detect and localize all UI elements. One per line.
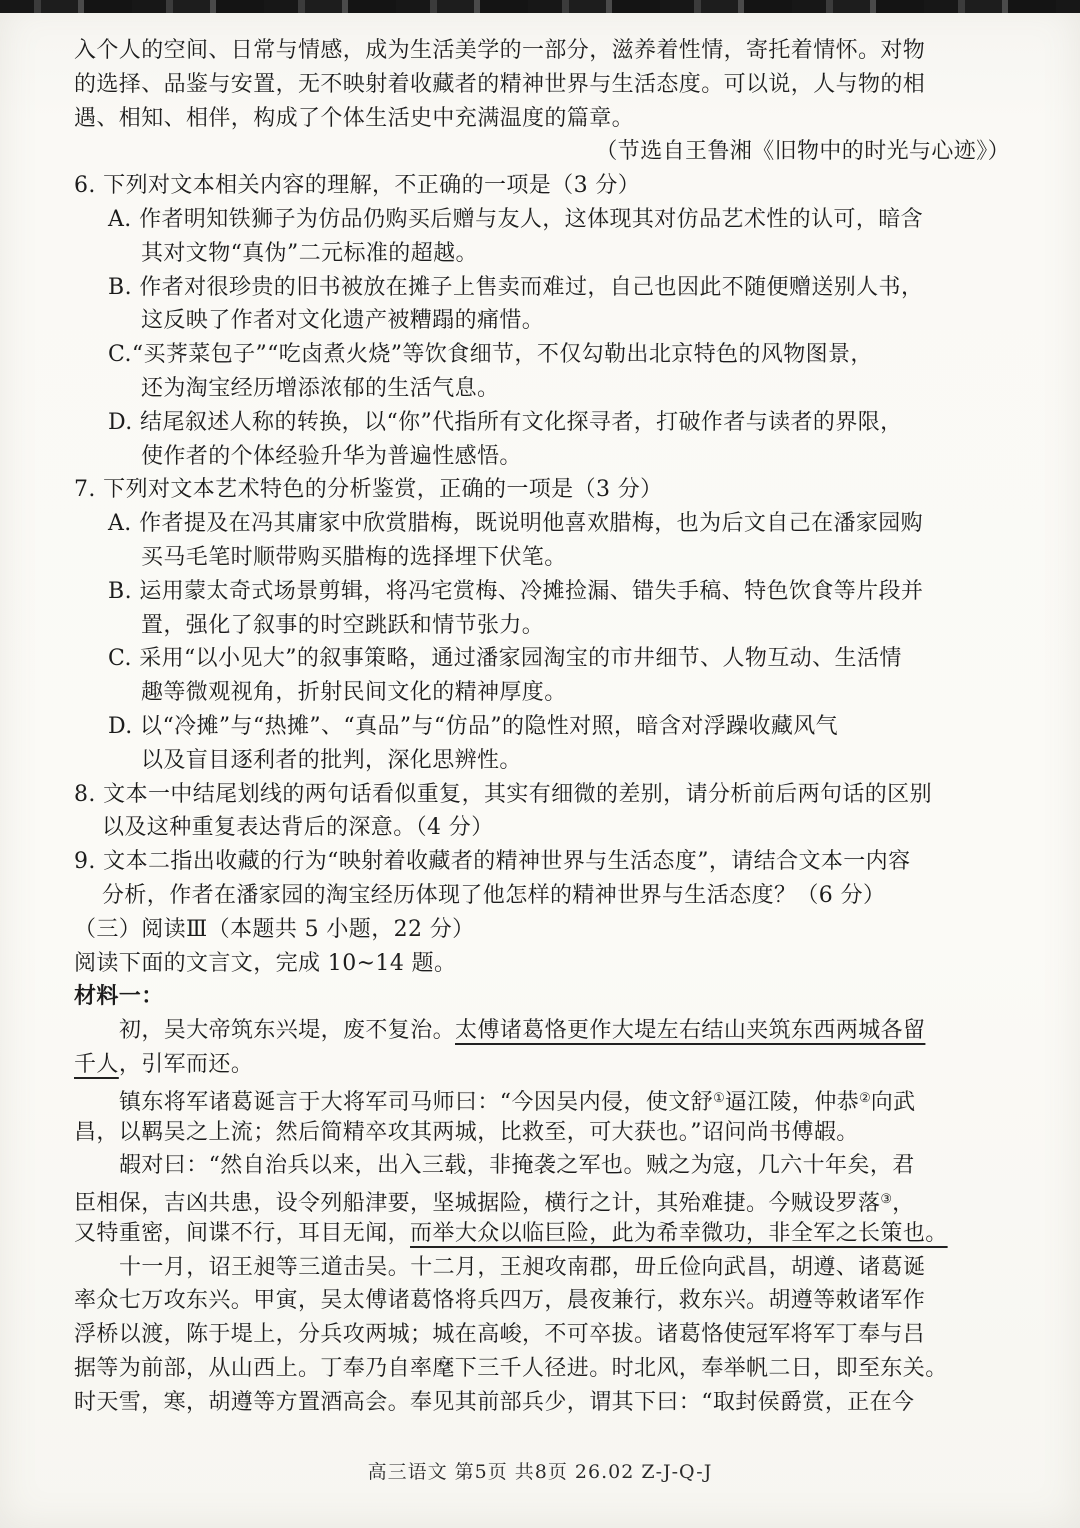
text-segment: 9. 文本二指出收藏的行为“映射着收藏者的精神世界与生活态度”，请结合文本一内容 [74, 849, 911, 875]
text-segment: 置，强化了叙事的时空跳跃和情节张力。 [141, 612, 545, 638]
text-segment: 嘏对曰：“然自治兵以来，出入三载，非掩袭之军也。贼之为寇，几六十年矣，君 [119, 1153, 915, 1179]
text-line [74, 575, 1010, 609]
text-line [74, 744, 1010, 778]
underlined-text: 千人 [74, 1051, 119, 1077]
text-segment: 以及盲目逐利者的批判，深化思辨性。 [141, 747, 522, 773]
text-segment: ，引军而还。 [118, 1051, 254, 1077]
text-segment: C. 采用“以小见大”的叙事策略，通过潘家园淘宝的市井细节、人物互动、生活情 [108, 646, 902, 672]
text-line [74, 1386, 1010, 1420]
superscript-ref: ① [713, 1090, 725, 1106]
text-line [74, 507, 1010, 541]
text-segment: 7. 下列对文本艺术特色的分析鉴赏，正确的一项是（3 分） [74, 477, 663, 503]
text-segment: 还为淘宝经历增添浓郁的生活气息。 [141, 375, 500, 401]
superscript-ref: ② [859, 1090, 871, 1106]
text-segment: B. 运用蒙太奇式场景剪辑，将冯宅赏梅、冷摊捡漏、错失手稿、特色饮食等片段并 [108, 578, 924, 604]
superscript-ref: ③ [880, 1192, 893, 1208]
text-segment: 逼江陵，仲恭 [724, 1089, 860, 1115]
text-segment: 阅读下面的文言文，完成 10~14 题。 [74, 950, 457, 976]
text-segment: 分析，作者在潘家园的淘宝经历体现了他怎样的精神世界与生活态度？（6 分） [102, 882, 886, 908]
document-lines [74, 34, 1010, 1420]
text-line [74, 811, 1010, 845]
text-line [74, 440, 1010, 474]
text-segment: 8. 文本一中结尾划线的两句话看似重复，其实有细微的差别，请分析前后两句话的区别 [74, 781, 932, 807]
text-line [74, 1318, 1010, 1352]
text-line [74, 845, 1010, 879]
text-line [74, 102, 1010, 136]
text-segment: 的选择、品鉴与安置，无不映射着收藏者的精神世界与生活态度。可以说，人与物的相 [74, 71, 926, 97]
text-line [74, 338, 1010, 372]
text-segment: 其对文物“真伪”二元标准的超越。 [141, 240, 478, 266]
text-line [74, 1284, 1010, 1318]
text-segment: 时天雪，寒，胡遵等方置酒高会。奉见其前部兵少，谓其下曰：“取封侯爵赏，正在今 [74, 1389, 915, 1415]
text-segment: 又特重密，间谍不行，耳目无闻， [74, 1220, 411, 1246]
text-segment: ， [892, 1191, 915, 1217]
text-line [74, 473, 1010, 507]
text-segment: 初，吴大帝筑东兴堤，废不复治。 [119, 1018, 456, 1044]
text-line [74, 169, 1010, 203]
text-segment: 据等为前部，从山西上。丁奉乃自率麾下三千人径进。时北风，奉举帆二日，即至东关。 [74, 1356, 948, 1382]
text-line [74, 541, 1010, 575]
bold-heading: 材料一： [74, 983, 164, 1010]
text-segment: （三）阅读Ⅲ（本题共 5 小题，22 分） [74, 916, 475, 942]
text-line [74, 1116, 1010, 1150]
text-line [74, 1082, 1010, 1116]
document-content [0, 13, 1080, 1420]
text-line [74, 1183, 1010, 1217]
text-line [74, 947, 1010, 981]
text-segment: 率众七万攻东兴。甲寅，吴太傅诸葛恪将兵四万，晨夜兼行，救东兴。胡遵等敕诸军作 [74, 1288, 926, 1314]
text-line [74, 68, 1010, 102]
text-segment: 这反映了作者对文化遗产被糟蹋的痛惜。 [141, 308, 545, 334]
text-line [74, 1352, 1010, 1386]
text-line [74, 203, 1010, 237]
scan-artifact-top [0, 0, 1080, 13]
text-line [74, 304, 1010, 338]
text-segment: C.“买荠菜包子”“吃卤煮火烧”等饮食细节，不仅勾勒出北京特色的风物图景， [108, 342, 873, 368]
text-line [74, 778, 1010, 812]
text-segment: D. 以“冷摊”与“热摊”、“真品”与“仿品”的隐性对照，暗含对浮躁收藏风气 [108, 713, 839, 739]
text-line [74, 1217, 1010, 1251]
text-line [74, 135, 1010, 169]
text-segment: （节选自王鲁湘《旧物中的时光与心迹》） [595, 139, 1010, 165]
page-footer: 高三语文 第5页 共8页 26.02 Z-J-Q-J [367, 1461, 713, 1483]
text-line [74, 1149, 1010, 1183]
text-segment: 遇、相知、相伴，构成了个体生活史中充满温度的篇章。 [74, 105, 635, 131]
text-line [74, 237, 1010, 271]
text-segment: 使作者的个体经验升华为普遍性感悟。 [141, 443, 522, 469]
text-line [74, 406, 1010, 440]
text-line [74, 1048, 1010, 1082]
text-segment: 十一月，诏王昶等三道击吴。十二月，王昶攻南郡，毌丘俭向武昌，胡遵、诸葛诞 [119, 1254, 926, 1280]
text-segment: 6. 下列对文本相关内容的理解，不正确的一项是（3 分） [74, 173, 641, 199]
underlined-text: 而举大众以临巨险，此为希幸微功，非全军之长策也。 [410, 1220, 948, 1246]
text-line [74, 642, 1010, 676]
text-line [74, 372, 1010, 406]
text-segment: 浮桥以渡，陈于堤上，分兵攻两城；城在高峻，不可卒拔。诸葛恪使冠军将军丁奉与吕 [74, 1322, 926, 1348]
text-segment: 臣相保，吉凶共患，设令列船津要，坚城据险，横行之计，其殆难捷。今贼设罗落 [74, 1191, 881, 1217]
text-line [74, 1014, 1010, 1048]
text-segment: A. 作者提及在冯其庸家中欣赏腊梅，既说明他喜欢腊梅，也为后文自己在潘家园购 [108, 511, 924, 537]
text-line [74, 879, 1010, 913]
text-segment: 趣等微观视角，折射民间文化的精神厚度。 [141, 680, 567, 706]
text-line [74, 676, 1010, 710]
text-line [74, 980, 1010, 1014]
text-line [74, 34, 1010, 68]
text-line [74, 609, 1010, 643]
text-segment: D. 结尾叙述人称的转换，以“你”代指所有文化探寻者，打破作者与读者的界限， [108, 409, 903, 435]
text-segment: 镇东将军诸葛诞言于大将军司马师曰：“今因吴内侵，使文舒 [119, 1089, 714, 1115]
text-segment: B. 作者对很珍贵的旧书被放在摊子上售卖而难过，自己也因此不随便赠送别人书， [108, 274, 924, 300]
text-segment: 入个人的空间、日常与情感，成为生活美学的一部分，滋养着性情，寄托着情怀。对物 [74, 38, 926, 63]
text-segment: 以及这种重复表达背后的深意。（4 分） [102, 815, 494, 841]
text-line [74, 913, 1010, 947]
text-segment: 买马毛笔时顺带购买腊梅的选择埋下伏笔。 [141, 544, 567, 570]
text-line [74, 271, 1010, 305]
text-segment: A. 作者明知铁狮子为仿品仍购买后赠与友人，这体现其对仿品艺术性的认可，暗含 [108, 206, 924, 232]
underlined-text: 太傅诸葛恪更作大堤左右结山夹筑东西两城各留 [455, 1018, 926, 1044]
text-line [74, 1251, 1010, 1285]
text-line [74, 710, 1010, 744]
text-segment: 向武 [870, 1089, 916, 1115]
text-segment: 昌，以羁吴之上流；然后简精卒攻其两城，比救至，可大获也。”诏问尚书傅嘏。 [74, 1119, 859, 1145]
